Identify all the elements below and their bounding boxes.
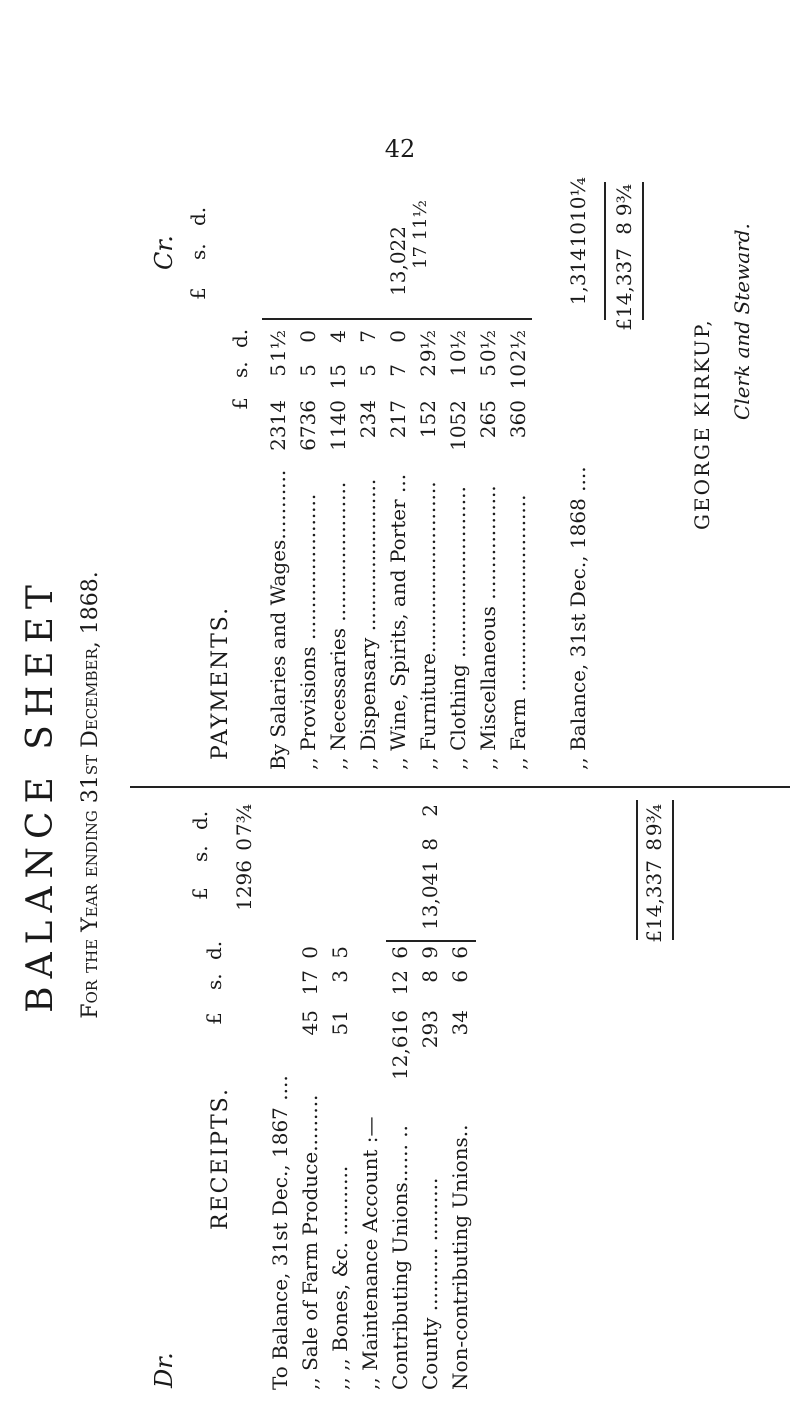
receipts-row-maintenance: ,, Maintenance Account :— xyxy=(358,1116,382,1390)
receipts-pence-head-2: d. xyxy=(188,810,212,830)
payments-pence-head-2: d. xyxy=(186,206,210,226)
receipts-maintenance-subtotal-pence: 2 xyxy=(418,804,442,817)
payments-row-dispensary-shillings: 5 xyxy=(356,364,380,377)
receipts-pounds-head-1: £ xyxy=(202,1012,226,1025)
payments-total-shillings: 8 xyxy=(612,222,636,235)
payments-total-rule xyxy=(604,182,606,320)
payments-pounds-head-2: £ xyxy=(186,287,210,300)
payments-row-miscellaneous-pence: 0½ xyxy=(476,330,500,363)
payments-row-dispensary: ,, Dispensary ........................ xyxy=(356,478,380,770)
signature-title: Clerk and Steward. xyxy=(730,223,754,420)
payments-row-salaries-pence: 1½ xyxy=(266,330,290,363)
page-number: 42 xyxy=(384,135,416,163)
payments-row-clothing-pence: 0½ xyxy=(446,330,470,363)
center-divider xyxy=(130,786,790,788)
receipts-row-contributing-pence: 6 xyxy=(388,946,412,959)
payments-pounds-head-1: £ xyxy=(228,397,252,410)
receipts-pence-head-1: d. xyxy=(202,940,226,960)
balance-sheet xyxy=(0,177,800,1410)
payments-row-balance-pounds: 1,314 xyxy=(566,248,590,306)
receipts-row-non-contributing-pence: 6 xyxy=(448,946,472,959)
sheet-subtitle: For the Year ending 31st December, 1868. xyxy=(78,571,103,1019)
payments-row-clothing-pounds: 1052 xyxy=(446,400,470,451)
payments-row-dispensary-pounds: 234 xyxy=(356,400,380,439)
payments-row-farm: ,, Farm ............................... xyxy=(506,494,530,770)
payments-row-necessaries: ,, Necessaries ...................... xyxy=(326,481,350,770)
receipts-total-underline xyxy=(672,800,674,940)
credit-mark: Cr. xyxy=(150,235,178,270)
receipts-row-county: County .......... .......... xyxy=(418,1177,442,1390)
payments-subtotal-shillings: 17 xyxy=(410,246,431,269)
payments-heading: PAYMENTS. xyxy=(208,605,233,760)
payments-pence-head-1: d. xyxy=(228,328,252,348)
payments-shillings-head-1: s. xyxy=(228,361,252,378)
payments-shillings-head-2: s. xyxy=(186,243,210,260)
receipts-row-farm-produce-pounds: 45 xyxy=(298,1010,322,1036)
payments-row-salaries-shillings: 5 xyxy=(266,364,290,377)
payments-row-provisions-shillings: 5 xyxy=(296,364,320,377)
payments-subtotal-sd xyxy=(410,200,431,310)
receipts-row-non-contributing: Non-contributing Unions.. xyxy=(448,1124,472,1390)
payments-row-provisions-pounds: 6736 xyxy=(296,400,320,451)
receipts-maintenance-subtotal-shillings: 8 xyxy=(418,838,442,851)
payments-row-clothing: ,, Clothing ........................... xyxy=(446,486,470,770)
receipts-row-county-pence: 9 xyxy=(418,946,442,959)
receipts-row-farm-produce-pence: 0 xyxy=(298,946,322,959)
payments-row-miscellaneous: ,, Miscellaneous .................. xyxy=(476,485,500,770)
receipts-total-rule xyxy=(636,800,638,940)
receipts-row-non-contributing-pounds: 34 xyxy=(448,1010,472,1036)
signature-name: GEORGE KIRKUP, xyxy=(690,318,714,530)
payments-row-furniture-pence: 9½ xyxy=(416,330,440,363)
receipts-row-county-shillings: 8 xyxy=(418,970,442,983)
payments-row-farm-pence: 2½ xyxy=(506,330,530,363)
payments-row-salaries-pounds: 2314 xyxy=(266,400,290,451)
receipts-total-shillings: 8 xyxy=(642,838,666,851)
payments-row-dispensary-pence: 7 xyxy=(356,330,380,343)
payments-row-balance-pence: 10¼ xyxy=(566,177,590,222)
receipts-row-county-pounds: 293 xyxy=(418,1010,442,1049)
payments-total-pence: 9¾ xyxy=(612,184,636,217)
receipts-row-bones-pence: 5 xyxy=(328,946,352,959)
receipts-row-balance-pounds: 1296 xyxy=(232,860,256,911)
receipts-row-bones: ,, ,, Bones, &c. ........... xyxy=(328,1165,352,1390)
payments-row-wine-pounds: 217 xyxy=(386,400,410,439)
receipts-row-bones-shillings: 3 xyxy=(328,970,352,983)
payments-row-furniture-pounds: 152 xyxy=(416,400,440,439)
payments-row-farm-pounds: 360 xyxy=(506,400,530,439)
receipts-row-balance-pence: 7¾ xyxy=(232,804,256,837)
payments-bracket-rule xyxy=(262,318,532,320)
receipts-heading: RECEIPTS. xyxy=(208,1087,233,1230)
payments-row-farm-shillings: 10 xyxy=(506,364,530,390)
payments-row-wine-pence: 0 xyxy=(386,330,410,343)
payments-row-miscellaneous-pounds: 265 xyxy=(476,400,500,439)
debit-mark: Dr. xyxy=(150,1352,178,1388)
receipts-row-balance: To Balance, 31st Dec., 1867 .... xyxy=(268,1075,292,1390)
receipts-row-non-contributing-shillings: 6 xyxy=(448,970,472,983)
receipts-row-contributing: Contributing Unions...... .. xyxy=(388,1125,412,1390)
payments-row-clothing-shillings: 1 xyxy=(446,364,470,377)
payments-row-provisions: ,, Provisions ....................... xyxy=(296,493,320,770)
payments-row-provisions-pence: 0 xyxy=(296,330,320,343)
payments-subtotal-pounds: 13,022 xyxy=(386,226,410,296)
receipts-row-farm-produce-shillings: 17 xyxy=(298,970,322,996)
payments-row-necessaries-pence: 4 xyxy=(326,330,350,343)
receipts-row-contributing-pounds: 12,616 xyxy=(388,1010,412,1080)
payments-row-wine-shillings: 7 xyxy=(386,364,410,377)
receipts-row-contributing-shillings: 12 xyxy=(388,970,412,996)
receipts-shillings-head-2: s. xyxy=(188,845,212,862)
receipts-row-balance-shillings: 0 xyxy=(232,838,256,851)
payments-row-wine: ,, Wine, Spirits, and Porter ... xyxy=(386,473,410,770)
receipts-total-pounds: £14,337 xyxy=(642,860,666,943)
maintenance-bracket-rule xyxy=(386,940,476,942)
receipts-row-bones-pounds: 51 xyxy=(328,1010,352,1036)
payments-row-salaries: By Salaries and Wages........... xyxy=(266,469,290,770)
payments-subtotal-pence: 11½ xyxy=(410,200,431,241)
receipts-shillings-head-1: s. xyxy=(202,973,226,990)
receipts-maintenance-subtotal-pounds: 13,041 xyxy=(418,860,442,930)
receipts-row-farm-produce: ,, Sale of Farm Produce......... xyxy=(298,1094,322,1390)
receipts-pounds-head-2: £ xyxy=(188,887,212,900)
payments-row-furniture: ,, Furniture........................... xyxy=(416,481,440,770)
payments-row-furniture-shillings: 2 xyxy=(416,364,440,377)
payments-total-underline xyxy=(642,182,644,320)
payments-row-balance-shillings: 10 xyxy=(566,222,590,248)
receipts-total-pence: 9¾ xyxy=(642,804,666,837)
sheet-title: BALANCE SHEET xyxy=(20,577,61,1013)
payments-row-miscellaneous-shillings: 5 xyxy=(476,364,500,377)
payments-row-necessaries-shillings: 15 xyxy=(326,364,350,390)
payments-total-pounds: £14,337 xyxy=(612,248,636,331)
payments-row-necessaries-pounds: 1140 xyxy=(326,400,350,451)
payments-row-balance: ,, Balance, 31st Dec., 1868 .... xyxy=(566,466,590,770)
